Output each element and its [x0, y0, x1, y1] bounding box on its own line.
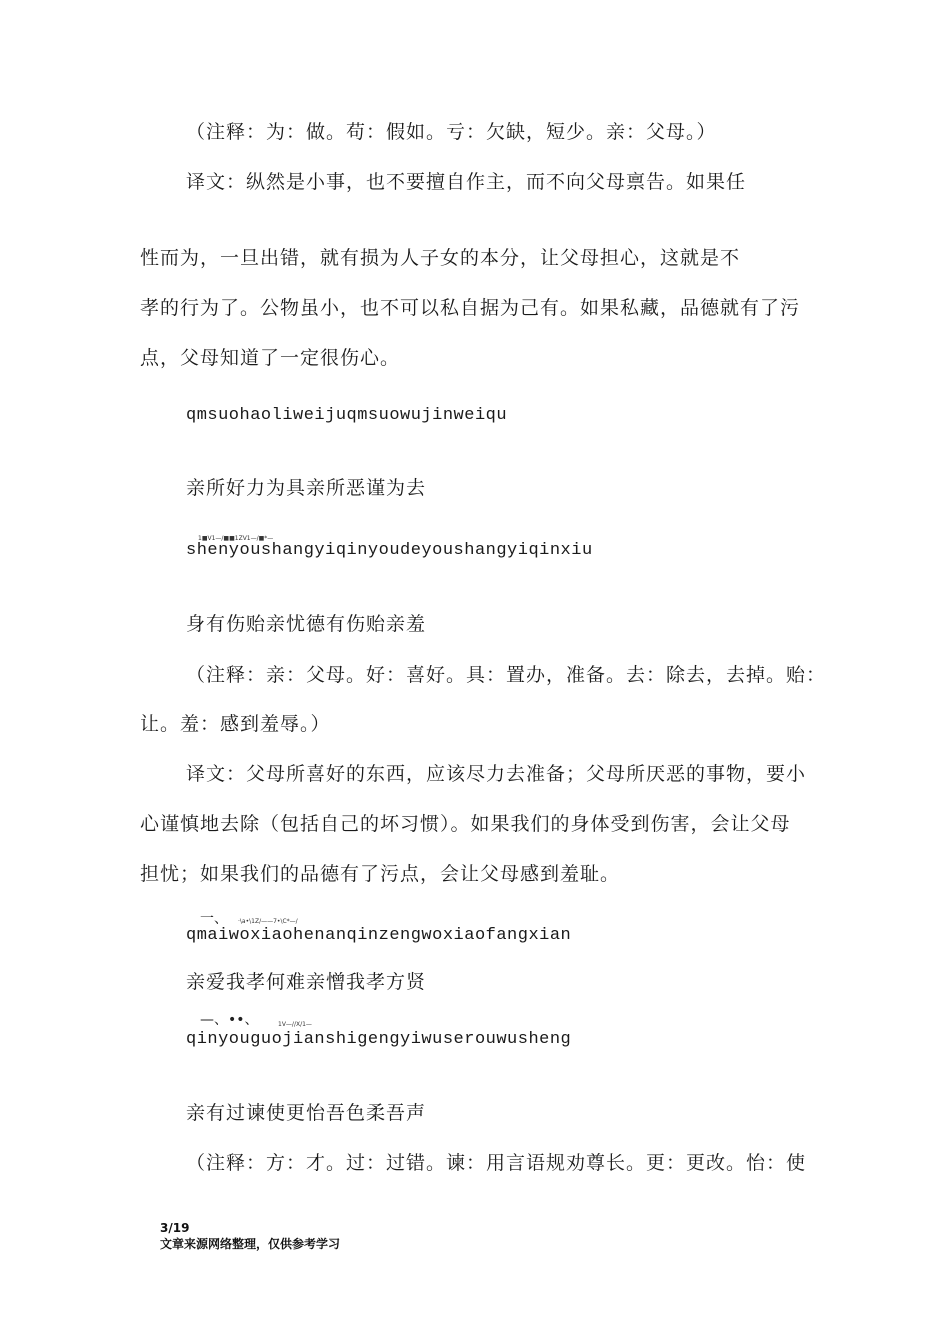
annotation-line: （注释：方：才。过：过错。谏：用言语规劝尊长。更：更改。怡：使 — [186, 1152, 807, 1174]
tone-marks: 一、 — [200, 911, 228, 927]
tone-marks: 1V—//X/1— — [278, 1021, 312, 1028]
verse-line: 身有伤贻亲忧德有伤贻亲羞 — [186, 613, 427, 635]
pinyin-line: qmsuohaoliweijuqmsuowujinweiqu — [186, 406, 508, 425]
annotation-line: （注释：亲：父母。好：喜好。具：置办，准备。去：除去，去掉。贻： — [186, 664, 827, 686]
translation-line: 译文：父母所喜好的东西，应该尽力去准备；父母所厌恶的事物，要小 — [186, 763, 807, 785]
translation-line: 译文：纵然是小事，也不要擅自作主，而不向父母禀告。如果任 — [186, 171, 747, 193]
annotation-line: （注释：为：做。苟：假如。亏：欠缺，短少。亲：父母。） — [186, 121, 717, 143]
verse-line: 亲有过谏使更怡吾色柔吾声 — [186, 1102, 427, 1124]
translation-line: 孝的行为了。公物虽小，也不可以私自据为己有。如果私藏，品德就有了污 — [140, 297, 801, 319]
verse-line: 亲所好力为具亲所恶谨为去 — [186, 477, 427, 499]
translation-line: 性而为，一旦出错，就有损为人子女的本分，让父母担心，这就是不 — [140, 247, 741, 269]
translation-line: 担忧；如果我们的品德有了污点，会让父母感到羞耻。 — [140, 863, 621, 885]
pinyin-line: shenyoushangyiqinyoudeyoushangyiqinxiu — [186, 541, 593, 560]
verse-line: 亲爱我孝何难亲憎我孝方贤 — [186, 971, 427, 993]
page-number: 3/19 — [160, 1221, 190, 1235]
pinyin-line: qinyouguojianshigengyiwuserouwusheng — [186, 1030, 572, 1049]
annotation-line: 让。羞：感到羞辱。） — [140, 713, 331, 735]
footer-note: 文章来源网络整理，仅供参考学习 — [160, 1237, 341, 1251]
translation-line: 点，父母知道了一定很伤心。 — [140, 347, 401, 369]
tone-marks: 1■V1—/■■1ZV1—/■*— — [198, 535, 274, 542]
translation-line: 心谨慎地去除（包括自己的坏习惯）。如果我们的身体受到伤害，会让父母 — [140, 813, 791, 835]
tone-marks: ·\a•\1Z/——7•\C*—/ — [238, 918, 298, 925]
pinyin-line: qmaiwoxiaohenanqinzengwoxiaofangxian — [186, 926, 572, 945]
tone-marks: —、••、 — [200, 1012, 259, 1028]
